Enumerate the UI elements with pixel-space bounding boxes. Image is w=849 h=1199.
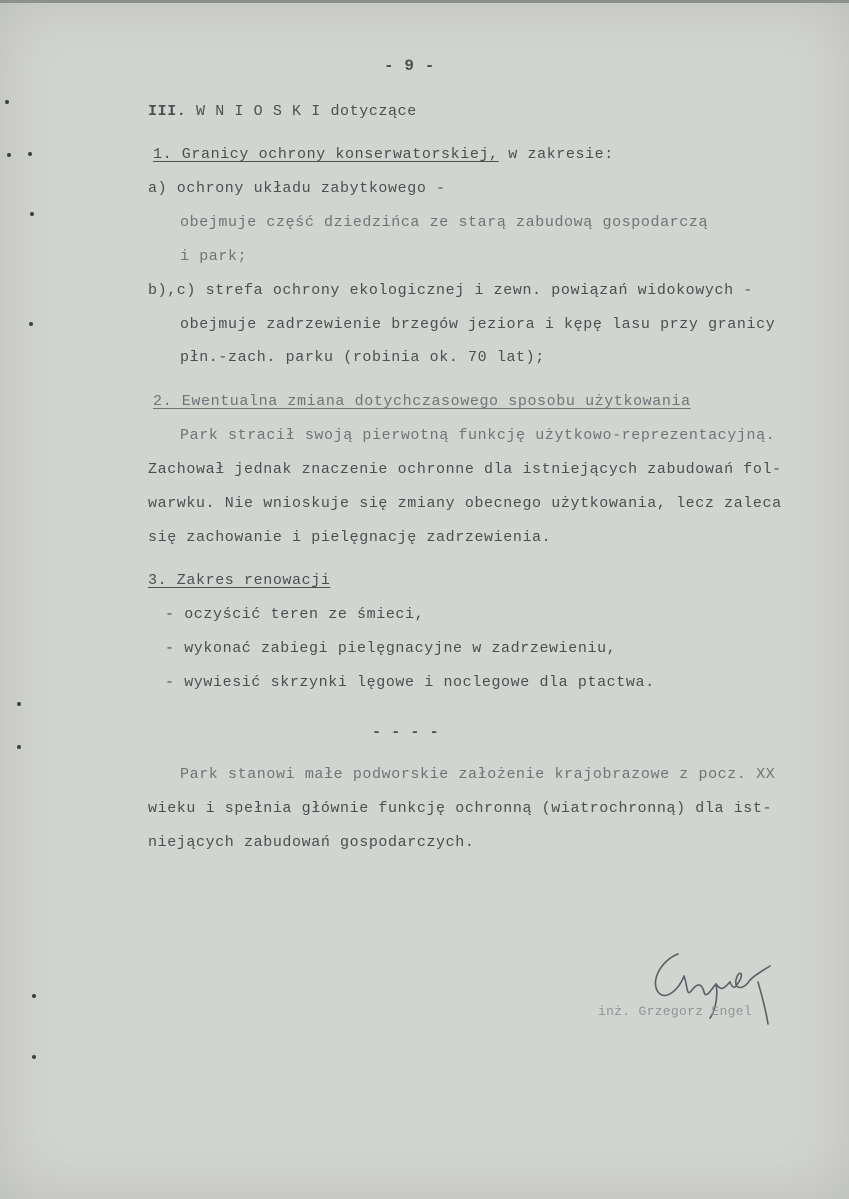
item2-paragraph-line: Park stracił swoją pierwotną funkcję użytkowo-reprezentacyjną. xyxy=(180,427,776,444)
item1-heading-underlined: 1. Granicy ochrony konserwatorskiej, xyxy=(153,146,499,163)
item2-paragraph-line: warwku. Nie wnioskuje się zmiany obecnego użytkowania, lecz zaleca xyxy=(148,495,782,512)
section-suffix: dotyczące xyxy=(330,103,417,120)
item3-bullet: - oczyścić teren ze śmieci, xyxy=(165,606,425,623)
separator: - - - - xyxy=(372,724,440,741)
margin-mark xyxy=(28,152,32,156)
margin-mark xyxy=(30,212,34,216)
top-edge xyxy=(0,0,849,3)
margin-mark xyxy=(32,994,36,998)
item2-heading: 2. Ewentualna zmiana dotychczasowego sposobu użytkowania xyxy=(153,393,691,410)
margin-mark xyxy=(7,153,11,157)
section-number: III. xyxy=(148,103,187,120)
item1-bc-text: płn.-zach. parku (robinia ok. 70 lat); xyxy=(180,349,545,366)
item1-a-line: a) ochrony układu zabytkowego - xyxy=(148,180,446,197)
closing-line: wieku i spełnia głównie funkcję ochronną (wiatrochronną) dla ist- xyxy=(148,800,773,817)
closing-line: Park stanowi małe podworskie założenie krajobrazowe z pocz. XX xyxy=(180,766,776,783)
section-title xyxy=(148,103,417,120)
item1-heading xyxy=(153,146,614,163)
item3-heading: 3. Zakres renowacji xyxy=(148,572,331,589)
item1-heading-tail: w zakresie: xyxy=(508,146,614,163)
margin-mark xyxy=(17,745,21,749)
margin-mark xyxy=(5,100,9,104)
margin-mark xyxy=(17,702,21,706)
item2-paragraph-line: się zachowanie i pielęgnację zadrzewienia. xyxy=(148,529,552,546)
item1-bc-line: b),c) strefa ochrony ekologicznej i zewn. powiązań widokowych - xyxy=(148,282,753,299)
item1-a-text: i park; xyxy=(180,248,248,265)
section-spaced-word: W N I O S K I xyxy=(196,103,321,120)
closing-line: niejących zabudowań gospodarczych. xyxy=(148,834,475,851)
item2-paragraph-line: Zachował jednak znaczenie ochronne dla istniejących zabudowań fol- xyxy=(148,461,782,478)
margin-mark xyxy=(32,1055,36,1059)
name-stamp: inż. Grzegorz Engel xyxy=(598,1004,752,1019)
margin-mark xyxy=(29,322,33,326)
page-number: - 9 - xyxy=(384,57,436,75)
item1-a-text: obejmuje część dziedzińca ze starą zabudową gospodarczą xyxy=(180,214,709,231)
item3-bullet: - wywiesić skrzynki lęgowe i noclegowe dla ptactwa. xyxy=(165,674,655,691)
item1-bc-text: obejmuje zadrzewienie brzegów jeziora i kępę lasu przy granicy xyxy=(180,316,776,333)
item3-bullet: - wykonać zabiegi pielęgnacyjne w zadrzewieniu, xyxy=(165,640,617,657)
